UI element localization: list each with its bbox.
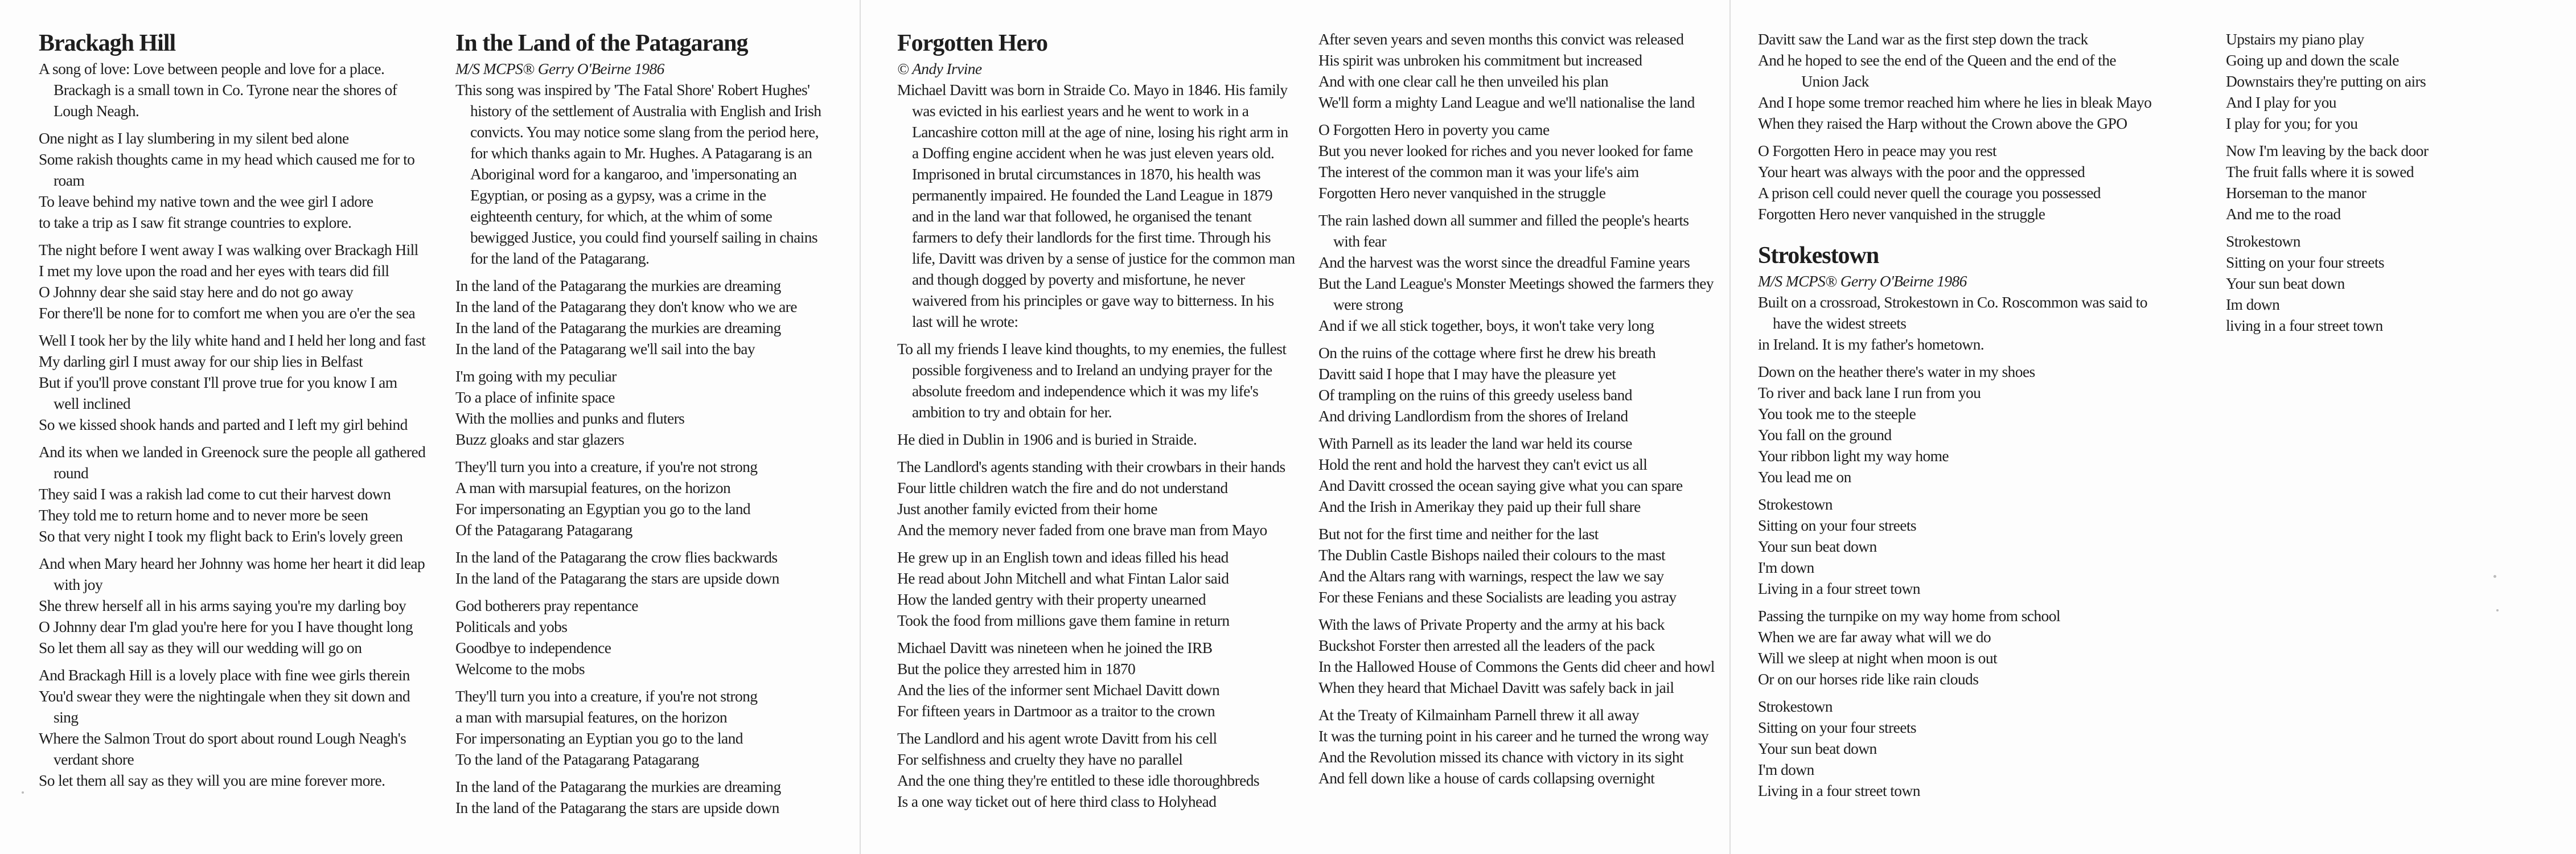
- lyric-line: Im down: [2226, 295, 2280, 313]
- lyric-line: In the land of the Patagarang the stars are upside down: [455, 799, 779, 816]
- section-spacer: [1758, 231, 2156, 241]
- lyric-line: Living in a four street town: [1758, 782, 1920, 799]
- stanza: [39, 239, 426, 323]
- song-section: [2226, 28, 2567, 336]
- lyric-line: You'd swear they were the nightingale when they sit down and sing: [39, 687, 410, 726]
- lyric-line: At the Treaty of Kilmainham Parnell threw it all away: [1318, 706, 1640, 724]
- lyric-line: Is a one way ticket out of here third class to Holyhead: [897, 793, 1217, 810]
- lyric-line: Downstairs they're putting on airs: [2226, 72, 2426, 90]
- lyric-line: Forgotten Hero never vanquished in the struggle: [1758, 205, 2045, 223]
- lyric-line: You took me to the steeple: [1758, 405, 1916, 422]
- lyric-line: Some rakish thoughts came in my head which caused me for to roam: [39, 150, 415, 189]
- stanza: [1758, 361, 2156, 487]
- lyric-line: And the harvest was the worst since the dreadful Famine years: [1318, 253, 1690, 271]
- song-title: In the Land of the Patagarang: [455, 30, 748, 56]
- stanza: [39, 553, 426, 658]
- lyric-line: Union Jack: [1798, 72, 1869, 90]
- lyric-line: To leave behind my native town and the wee girl I adore: [39, 192, 373, 210]
- lyric-line: The fruit falls where it is sowed: [2226, 163, 2414, 180]
- stanza: [1318, 28, 1717, 113]
- stanza: [1318, 614, 1717, 698]
- lyric-line: He grew up in an English town and ideas filled his head: [897, 548, 1229, 566]
- stanza: [455, 456, 825, 540]
- lyric-line: And if we all stick together, boys, it won't take very long: [1318, 317, 1654, 334]
- stanza: [1758, 291, 2156, 355]
- lyric-line: And I play for you: [2226, 93, 2336, 111]
- lyric-line: Politicals and yobs: [455, 618, 568, 635]
- song-credit: M/S MCPS® Gerry O'Beirne 1986: [1758, 272, 1967, 290]
- stanza: [897, 338, 1296, 422]
- lyric-line: Living in a four street town: [1758, 580, 1920, 597]
- song-section: [1318, 28, 1717, 789]
- lyric-line: O Forgotten Hero in peace may you rest: [1758, 142, 1996, 159]
- lyric-line: And the memory never faded from one brave man from Mayo: [897, 521, 1267, 539]
- lyric-line: With the laws of Private Property and the army at his back: [1318, 615, 1665, 633]
- stanza: [897, 728, 1296, 812]
- column-6: [2226, 28, 2567, 342]
- lyric-line: O Johnny dear she said stay here and do not go away: [39, 283, 354, 301]
- lyric-line: Upstairs my piano play: [2226, 30, 2364, 48]
- stanza: [39, 58, 426, 121]
- stanza: [1318, 704, 1717, 789]
- lyric-line: living in a four street town: [2226, 317, 2383, 334]
- lyric-line: He read about John Mitchell and what Fintan Lalor said: [897, 569, 1229, 587]
- lyric-line: Your heart was always with the poor and the oppressed: [1758, 163, 2085, 180]
- lyric-line: My darling girl I must away for our ship lies in Belfast: [39, 352, 363, 370]
- lyric-line: And I hope some tremor reached him where he lies in bleak Mayo: [1758, 93, 2152, 111]
- lyric-line: You lead me on: [1758, 468, 1851, 486]
- stanza: [39, 330, 426, 435]
- lyric-line: In the land of the Patagarang we'll sail into the bay: [455, 340, 755, 358]
- song-section: [455, 28, 825, 818]
- song-title: Forgotten Hero: [897, 30, 1047, 56]
- lyric-line: But the Land League's Monster Meetings showed the farmers they were strong: [1318, 274, 1714, 313]
- lyric-line: The interest of the common man it was your life's aim: [1318, 163, 1639, 180]
- lyric-line: I play for you; for you: [2226, 114, 2358, 132]
- lyric-line: So let them all say as they will our wedding will go on: [39, 639, 362, 656]
- lyric-line: Took the food from millions gave them famine in return: [897, 611, 1230, 629]
- lyric-line: Sitting on your four streets: [2226, 253, 2385, 271]
- lyric-line: They'll turn you into a creature, if you're not strong: [455, 687, 758, 705]
- stanza: [2226, 231, 2567, 336]
- lyric-line: One night as I lay slumbering in my silent bed alone: [39, 129, 349, 147]
- lyric-line: a man with marsupial features, on the horizon: [455, 708, 728, 726]
- lyric-line: Horseman to the manor: [2226, 184, 2367, 202]
- lyric-line: Michael Davitt was nineteen when he joined the IRB: [897, 639, 1213, 656]
- lyric-line: So that very night I took my flight back to Erin's lovely green: [39, 527, 403, 545]
- lyric-line: For fifteen years in Dartmoor as a traitor to the crown: [897, 702, 1215, 720]
- stanza: [897, 637, 1296, 721]
- lyric-line: The Landlord's agents standing with their crowbars in their hands: [897, 458, 1285, 475]
- lyric-line: Davitt saw the Land war as the first step down the track: [1758, 30, 2088, 48]
- scan-speck: [2496, 609, 2499, 611]
- stanza: [2226, 140, 2567, 224]
- lyric-line: In the land of the Patagarang they don't know who we are: [455, 298, 797, 315]
- stanza: [1318, 433, 1717, 517]
- lyric-line: I'm going with my peculiar: [455, 367, 617, 385]
- scan-speck: [22, 791, 24, 794]
- lyric-line: They'll turn you into a creature, if you're not strong: [455, 458, 758, 475]
- lyric-line: And the lies of the informer sent Michael Davitt down: [897, 681, 1220, 699]
- stanza: [1758, 605, 2156, 689]
- stanza: [1758, 140, 2156, 224]
- lyric-line: But not for the first time and neither for the last: [1318, 525, 1599, 543]
- lyric-line: Buckshot Forster then arrested all the leaders of the pack: [1318, 637, 1655, 654]
- lyric-line: They told me to return home and to never more be seen: [39, 506, 368, 524]
- lyric-line: In the land of the Patagarang the murkies are dreaming: [455, 319, 781, 336]
- lyric-line: A song of love: Love between people and love for a place. Brackagh is a small town in Co. Tyrone near the shores of Lough Neagh.: [39, 60, 397, 120]
- lyric-line: So we kissed shook hands and parted and I left my girl behind: [39, 416, 408, 433]
- lyric-line: In the land of the Patagarang the murkies are dreaming: [455, 277, 781, 294]
- lyric-line: O Johnny dear I'm glad you're here for you I have thought long: [39, 618, 413, 635]
- lyric-line: in Ireland. It is my father's hometown.: [1758, 335, 1985, 353]
- lyric-line: This song was inspired by 'The Fatal Shore' Robert Hughes' history of the settlement of Australia with English and Irish convicts. You may notice some slang from the period here, for which thanks again to Mr. Hughes. A Patagarang is an Aboriginal word for a kangaroo, and 'impersonating an Egyptian, or posing as a gypsy, was a crime in the eighteenth century, for which, at the whim of some bewigged Justice, you could find yourself sailing in chains for the land of the Patagarang.: [455, 81, 821, 267]
- stanza: [39, 128, 426, 233]
- stanza: [897, 547, 1296, 631]
- lyric-line: O Forgotten Hero in poverty you came: [1318, 121, 1550, 138]
- lyric-line: The Landlord and his agent wrote Davitt from his cell: [897, 729, 1217, 747]
- stanza: [897, 456, 1296, 540]
- lyric-line: Your ribbon light my way home: [1758, 447, 1949, 465]
- lyric-line: But if you'll prove constant I'll prove true for you know I am well inclined: [39, 373, 397, 412]
- song-title: Brackagh Hill: [39, 30, 176, 56]
- song-title: Strokestown: [1758, 243, 1879, 269]
- lyric-line: Just another family evicted from their home: [897, 500, 1157, 518]
- lyric-line: The night before I went away I was walking over Brackagh Hill: [39, 241, 418, 258]
- lyric-line: Of the Patagarang Patagarang: [455, 521, 632, 539]
- lyric-line: Buzz gloaks and star glazers: [455, 430, 625, 448]
- stanza: [455, 595, 825, 679]
- lyric-line: It was the turning point in his career and he turned the wrong way: [1318, 727, 1709, 745]
- lyric-line: Davitt said I hope that I may have the pleasure yet: [1318, 365, 1616, 383]
- lyric-line: With Parnell as its leader the land war held its course: [1318, 434, 1632, 452]
- lyric-line: And the Altars rang with warnings, respect the law we say: [1318, 567, 1664, 585]
- lyric-line: Or on our horses ride like rain clouds: [1758, 670, 1979, 688]
- lyric-line: But you never looked for riches and you never looked for fame: [1318, 142, 1693, 159]
- lyric-line: Will we sleep at night when moon is out: [1758, 649, 1998, 667]
- lyric-line: She threw herself all in his arms saying you're my darling boy: [39, 597, 406, 614]
- lyric-line: God botherers pray repentance: [455, 597, 638, 614]
- lyric-line: And the Revolution missed its chance with victory in its sight: [1318, 748, 1684, 766]
- lyric-line: For impersonating an Eyptian you go to the land: [455, 729, 743, 747]
- stanza: [39, 664, 426, 791]
- stanza: [1318, 523, 1717, 607]
- song-section: [39, 28, 426, 791]
- song-section: [897, 28, 1296, 812]
- lyric-line: In the Hallowed House of Commons the Gents did cheer and howl: [1318, 658, 1715, 675]
- lyric-line: Goodbye to independence: [455, 639, 611, 656]
- lyric-line: And driving Landlordism from the shores of Ireland: [1318, 407, 1628, 425]
- lyric-line: To a place of infinite space: [455, 388, 615, 406]
- lyric-line: Hold the rent and hold the harvest they can't evict us all: [1318, 455, 1648, 473]
- lyric-line: And with one clear call he then unveiled his plan: [1318, 72, 1608, 90]
- lyric-line: Sitting on your four streets: [1758, 516, 1917, 534]
- lyric-line: Of trampling on the ruins of this greedy useless band: [1318, 386, 1632, 404]
- lyric-line: And when Mary heard her Johnny was home her heart it did leap with joy: [39, 555, 425, 593]
- lyric-line: We'll form a mighty Land League and we'll nationalise the land: [1318, 93, 1695, 111]
- lyric-line: And he hoped to see the end of the Queen and the end of the: [1758, 51, 2116, 69]
- column-2: [455, 28, 825, 824]
- stanza: [1318, 119, 1717, 203]
- lyric-line: To river and back lane I run from you: [1758, 384, 1981, 401]
- lyric-line: Passing the turnpike on my way home from school: [1758, 607, 2060, 625]
- stanza: [1758, 696, 2156, 801]
- lyric-line: Your sun beat down: [1758, 537, 1877, 555]
- lyric-line: After seven years and seven months this convict was released: [1318, 30, 1684, 48]
- lyric-line: In the land of the Patagarang the crow flies backwards: [455, 548, 778, 566]
- lyric-line: When they heard that Michael Davitt was safely back in jail: [1318, 679, 1674, 696]
- song-credit: © Andy Irvine: [897, 60, 982, 77]
- stanza: [1318, 210, 1717, 336]
- lyric-line: And me to the road: [2226, 205, 2341, 223]
- lyric-line: Where the Salmon Trout do sport about round Lough Neagh's verdant shore: [39, 729, 406, 768]
- lyric-line: In the land of the Patagarang the stars are upside down: [455, 569, 779, 587]
- song-credit: M/S MCPS® Gerry O'Beirne 1986: [455, 60, 664, 77]
- lyric-line: His spirit was unbroken his commitment but increased: [1318, 51, 1642, 69]
- song-section: [1758, 231, 2156, 801]
- lyric-line: When we are far away what will we do: [1758, 628, 1991, 646]
- stanza: [897, 429, 1296, 450]
- lyric-line: Strokestown: [2226, 232, 2300, 250]
- lyric-line: The rain lashed down all summer and filled the people's hearts with fear: [1318, 211, 1689, 250]
- stanza: [1318, 342, 1717, 426]
- scan-speck: [2493, 575, 2496, 578]
- stanza: [897, 79, 1296, 332]
- lyric-line: For impersonating an Egyptian you go to the land: [455, 500, 751, 518]
- stanza: [455, 79, 825, 269]
- lyric-line: With the mollies and punks and fluters: [455, 409, 685, 427]
- stanza: [455, 547, 825, 589]
- lyric-line: Going up and down the scale: [2226, 51, 2399, 69]
- lyric-line: Michael Davitt was born in Straide Co. Mayo in 1846. His family was evicted in his earliest years and he went to work in a Lancashire cotton mill at the age of nine, losing his right arm in a Doffing engine accident when he was just eleven years old. Imprisoned in brutal circumstances in 1870, his health was permanently impaired. He founded the Land League in 1879 and in the land war that followed, he organised the tenant farmers to defy their landlords for the first time. Through his life, Davitt was driven by a sense of justice for the common man and though dogged by poverty and misfortune, he never waivered from his principles or gave way to bitterness. In his last will he wrote:: [897, 81, 1295, 330]
- stanza: [455, 776, 825, 818]
- lyric-line: And Davitt crossed the ocean saying give what you can spare: [1318, 477, 1683, 494]
- lyric-line: To all my friends I leave kind thoughts, to my enemies, the fullest possible forgiveness and to Ireland an undying prayer for the absolute freedom and independence which it was my life's ambition to try and obtain for her.: [897, 340, 1287, 421]
- lyric-line: And Brackagh Hill is a lovely place with fine wee girls therein: [39, 666, 410, 684]
- column-1: [39, 28, 426, 797]
- lyric-line: On the ruins of the cottage where first he drew his breath: [1318, 344, 1656, 362]
- lyric-line: A prison cell could never quell the courage you possessed: [1758, 184, 2101, 202]
- stanza: [2226, 28, 2567, 134]
- lyric-line: Built on a crossroad, Strokestown in Co. Roscommon was said to have the widest streets: [1758, 293, 2147, 332]
- column-4: [1318, 28, 1717, 795]
- song-section: [1758, 28, 2156, 224]
- lyric-line: And the Irish in Amerikay they paid up their full share: [1318, 498, 1641, 515]
- lyric-line: to take a trip as I saw fit strange countries to explore.: [39, 214, 352, 231]
- column-3: [897, 28, 1296, 818]
- stanza: [455, 366, 825, 450]
- lyric-line: When they raised the Harp without the Crown above the GPO: [1758, 114, 2127, 132]
- lyric-line: For selfishness and cruelty they have no parallel: [897, 750, 1183, 768]
- column-5: [1758, 28, 2156, 807]
- lyric-line: How the landed gentry with their property unearned: [897, 590, 1206, 608]
- lyric-line: Down on the heather there's water in my shoes: [1758, 363, 2035, 380]
- lyric-line: You fall on the ground: [1758, 426, 1892, 444]
- lyric-line: For these Fenians and these Socialists are leading you astray: [1318, 588, 1677, 606]
- lyric-line: Strokestown: [1758, 495, 1833, 513]
- lyric-line: Forgotten Hero never vanquished in the struggle: [1318, 184, 1606, 202]
- lyric-line: In the land of the Patagarang the murkies are dreaming: [455, 778, 781, 795]
- lyric-line: Welcome to the mobs: [455, 660, 585, 678]
- lyric-line: Your sun beat down: [2226, 274, 2345, 292]
- lyric-line: For there'll be none for to comfort me when you are o'er the sea: [39, 304, 416, 322]
- lyric-line: He died in Dublin in 1906 and is buried in Straide.: [897, 430, 1197, 448]
- lyric-line: Now I'm leaving by the back door: [2226, 142, 2429, 159]
- lyric-line: And fell down like a house of cards collapsing overnight: [1318, 769, 1655, 787]
- lyric-line: But the police they arrested him in 1870: [897, 660, 1136, 678]
- lyric-line: The Dublin Castle Bishops nailed their colours to the mast: [1318, 546, 1666, 564]
- lyric-line: So let them all say as they will you are mine forever more.: [39, 771, 385, 789]
- stanza: [455, 685, 825, 770]
- stanza: [1758, 494, 2156, 599]
- stanza: [1758, 28, 2156, 134]
- lyric-line: Strokestown: [1758, 697, 1833, 715]
- lyric-line: Well I took her by the lily white hand and I held her long and fast: [39, 331, 426, 349]
- lyric-line: Your sun beat down: [1758, 740, 1877, 757]
- stanza: [39, 441, 426, 547]
- lyric-line: And the one thing they're entitled to these idle thoroughbreds: [897, 771, 1259, 789]
- lyric-line: They said I was a rakish lad come to cut their harvest down: [39, 485, 391, 503]
- lyric-line: I'm down: [1758, 761, 1814, 778]
- lyric-line: I'm down: [1758, 559, 1814, 576]
- lyric-line: Sitting on your four streets: [1758, 718, 1917, 736]
- lyric-line: To the land of the Patagarang Patagarang: [455, 750, 699, 768]
- stanza: [455, 275, 825, 359]
- lyric-line: A man with marsupial features, on the horizon: [455, 479, 731, 496]
- lyric-line: I met my love upon the road and her eyes with tears did fill: [39, 262, 389, 280]
- lyric-line: And its when we landed in Greenock sure the people all gathered round: [39, 443, 426, 482]
- lyric-line: Four little children watch the fire and do not understand: [897, 479, 1228, 496]
